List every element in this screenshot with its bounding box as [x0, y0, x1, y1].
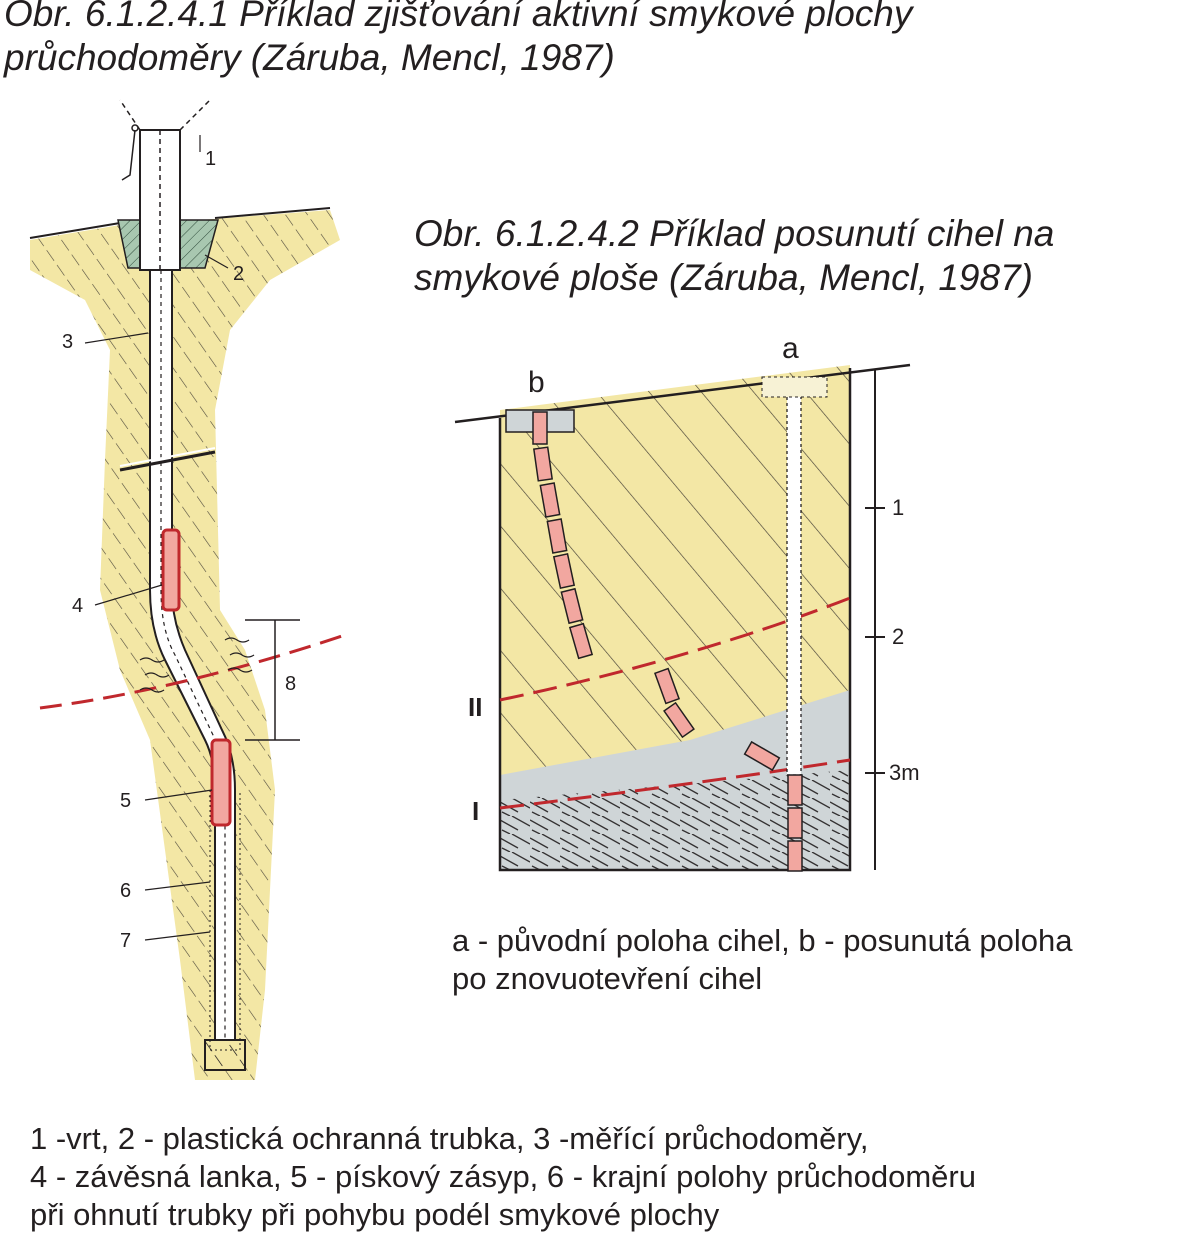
figure1-legend — [30, 1120, 1195, 1234]
label-b: b — [528, 366, 545, 399]
brick — [788, 775, 802, 805]
scale-label-3m: 3m — [889, 760, 920, 785]
bottom-plug — [205, 1040, 245, 1070]
upper-probe — [163, 530, 179, 610]
label-3: 3 — [62, 331, 74, 353]
figure2-legend-line1: a - původní poloha cihel, b - posunutá poloha — [452, 923, 1073, 958]
label-a: a — [782, 332, 799, 365]
label-4: 4 — [72, 595, 84, 617]
brick-displacement-diagram — [440, 330, 960, 900]
label-2: 2 — [233, 263, 245, 285]
legend-line3: při ohnutí trubky při pohybu podél smykové plochy — [30, 1197, 720, 1232]
brick — [788, 808, 802, 838]
figure1-caption — [4, 0, 1194, 80]
legend-line1: 1 -vrt, 2 - plastická ochranná trubka, 3 -měřící průchodoměry, — [30, 1121, 869, 1156]
figure2-legend-line2: po znovuotevření cihel — [452, 961, 763, 996]
label-1: 1 — [205, 148, 217, 170]
label-6: 6 — [120, 880, 132, 902]
inclinometer-borehole-diagram — [0, 90, 400, 1090]
figure2-caption — [414, 212, 1194, 300]
scale-label-2: 2 — [892, 624, 905, 649]
brick — [788, 841, 802, 871]
lower-probe — [212, 740, 230, 825]
label-5: 5 — [120, 790, 132, 812]
label-I: I — [472, 796, 480, 826]
figure2-caption-line2: smykové ploše (Záruba, Mencl, 1987) — [414, 257, 1033, 298]
original-top-block — [762, 377, 827, 397]
label-II: II — [468, 692, 483, 722]
figure2-legend — [452, 922, 1197, 998]
figure2-caption-line1: Obr. 6.1.2.4.2 Příklad posunutí cihel na — [414, 213, 1055, 254]
label-8: 8 — [285, 673, 297, 695]
scale-label-1: 1 — [892, 495, 905, 520]
legend-line2: 4 - závěsná lanka, 5 - pískový zásyp, 6 - krajní polohy průchodoměru — [30, 1159, 976, 1194]
figure1-caption-line2: průchodoměry (Záruba, Mencl, 1987) — [4, 37, 615, 78]
label-7: 7 — [120, 930, 132, 952]
soil-hatch — [30, 210, 340, 1080]
original-brick-column — [787, 380, 801, 775]
figure1-caption-line1: Obr. 6.1.2.4.1 Příklad zjišťování aktivní smykové plochy — [4, 0, 913, 34]
brick — [533, 412, 547, 444]
cable-top — [122, 130, 135, 180]
extension-right — [180, 100, 210, 130]
